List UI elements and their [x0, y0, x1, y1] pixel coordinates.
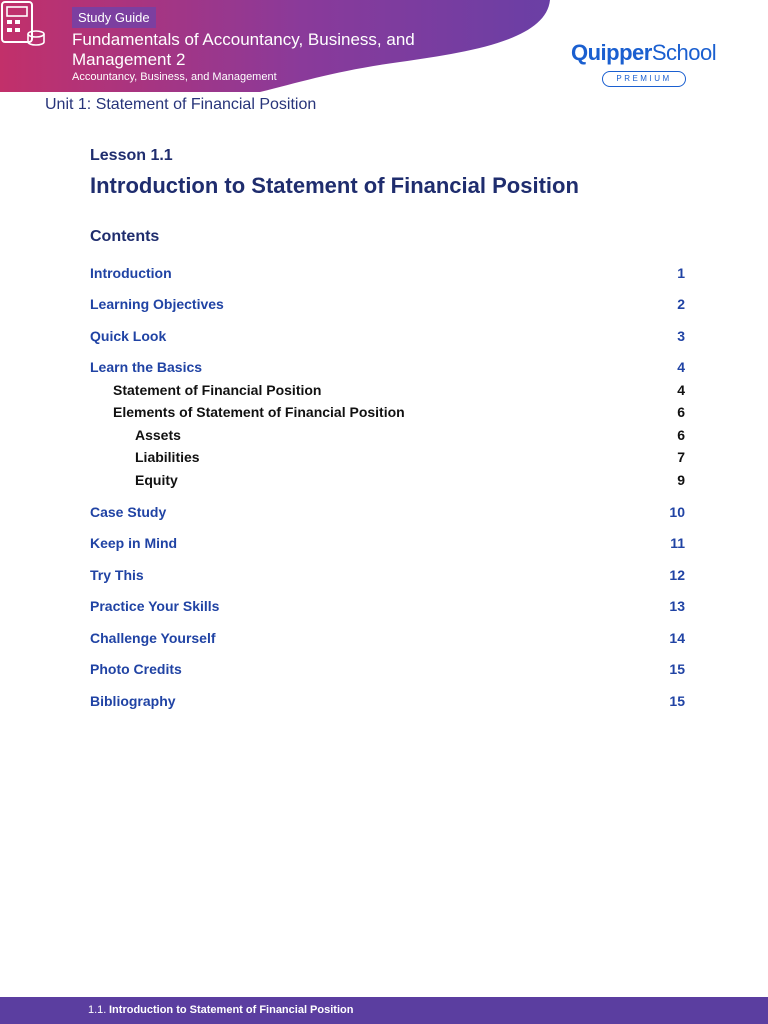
calculator-icon [0, 0, 46, 48]
toc-item-introduction[interactable] [90, 263, 685, 283]
toc-label: Quick Look [90, 328, 167, 344]
toc-label: Bibliography [90, 693, 176, 709]
toc-page: 15 [669, 661, 685, 677]
table-of-contents [90, 0, 685, 1024]
toc-label: Photo Credits [90, 661, 182, 677]
toc-page: 12 [669, 567, 685, 583]
toc-page: 7 [677, 449, 685, 465]
toc-label: Equity [135, 472, 178, 488]
toc-label: Introduction [90, 265, 172, 281]
toc-label: Learn the Basics [90, 359, 203, 375]
toc-item-practice-your-skills[interactable] [90, 596, 685, 616]
toc-item-assets[interactable] [90, 425, 685, 445]
toc-label: Keep in Mind [90, 535, 178, 551]
toc-page: 6 [677, 404, 685, 420]
toc-item-keep-in-mind[interactable] [90, 533, 685, 553]
toc-label: Assets [135, 427, 181, 443]
toc-label: Elements of Statement of Financial Position [113, 404, 405, 420]
toc-page: 14 [669, 630, 685, 646]
toc-item-learn-the-basics[interactable] [90, 357, 685, 377]
page-footer [0, 997, 768, 1024]
course-title: Fundamentals of Accountancy, Business, and Management 2 [72, 30, 415, 69]
toc-page: 4 [677, 382, 685, 398]
lesson-number: Lesson 1.1 [90, 147, 173, 164]
toc-label: Practice Your Skills [90, 598, 220, 614]
toc-item-challenge-yourself[interactable] [90, 628, 685, 648]
logo-premium-badge: PREMIUM [602, 71, 686, 87]
toc-item-statement-of-financial-position[interactable] [90, 380, 685, 400]
toc-label: Liabilities [135, 449, 200, 465]
logo-quipper-text: Quipper [571, 40, 652, 65]
toc-item-equity[interactable] [90, 470, 685, 490]
toc-item-liabilities[interactable] [90, 447, 685, 467]
footer-lesson-title: Introduction to Statement of Financial Position [109, 1004, 354, 1016]
footer-lesson-number: 1.1. [88, 1004, 107, 1016]
toc-item-quick-look[interactable] [90, 326, 685, 346]
toc-label: Statement of Financial Position [113, 382, 322, 398]
toc-page: 2 [677, 296, 685, 312]
unit-title: Unit 1: Statement of Financial Position [45, 96, 317, 113]
toc-label: Case Study [90, 504, 167, 520]
lesson-title: Introduction to Statement of Financial Position [90, 173, 579, 198]
toc-page: 13 [669, 598, 685, 614]
toc-item-case-study[interactable] [90, 502, 685, 522]
toc-item-learning-objectives[interactable] [90, 294, 685, 314]
logo-school-text: School [651, 40, 717, 65]
contents-heading: Contents [90, 228, 160, 245]
toc-page: 1 [677, 265, 685, 281]
toc-page: 9 [677, 472, 685, 488]
toc-label: Learning Objectives [90, 296, 224, 312]
toc-item-elements[interactable] [90, 402, 685, 422]
study-guide-badge: Study Guide [72, 7, 156, 28]
toc-label: Challenge Yourself [90, 630, 216, 646]
toc-page: 11 [670, 535, 685, 551]
toc-item-photo-credits[interactable] [90, 659, 685, 679]
toc-page: 10 [669, 504, 685, 520]
toc-page: 15 [669, 693, 685, 709]
toc-label: Try This [90, 567, 144, 583]
toc-page: 3 [677, 328, 685, 344]
toc-item-try-this[interactable] [90, 565, 685, 585]
toc-page: 6 [677, 427, 685, 443]
toc-page: 4 [677, 359, 685, 375]
toc-item-bibliography[interactable] [90, 691, 685, 711]
course-subtitle: Accountancy, Business, and Management [72, 71, 277, 83]
